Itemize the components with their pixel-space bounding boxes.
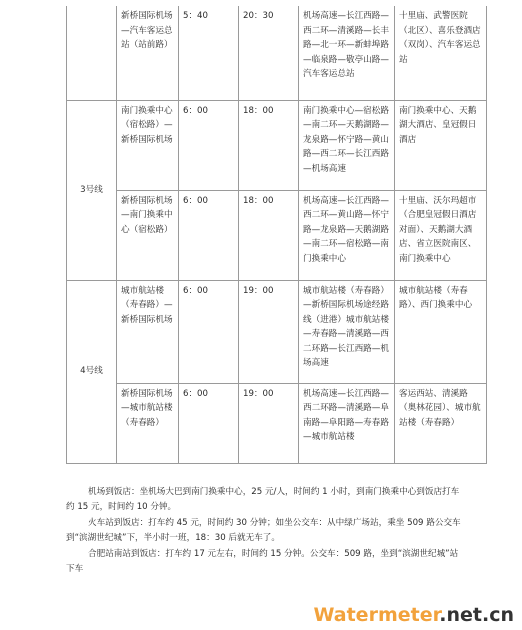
last-bus-time: 20：30 <box>239 6 299 100</box>
first-bus-time: 6：00 <box>179 383 239 463</box>
airport-to-hotel-paragraph: 机场到饭店：坐机场大巴到南门换乘中心，25 元/人，时间约 1 小时，到南门换乘中心到饭店打车约 15 元，时间约 10 分钟。 <box>66 487 460 512</box>
first-bus-time: 6：00 <box>179 190 239 280</box>
route-cell: 城市航站楼（寿春路）—新桥国际机场 <box>117 280 179 383</box>
travel-directions <box>66 485 466 578</box>
path-cell: 机场高速—长江西路—西二环—清溪路—长丰路—北一环—新蚌埠路—临泉路—敬亭山路—汽车客运总站 <box>299 6 395 100</box>
line-number-cell: 3号线 <box>67 100 117 280</box>
stops-cell: 十里庙、沃尔玛超市（合肥皇冠假日酒店对面）、天鹅湖大酒店、省立医院南区、南门换乘中心 <box>395 190 487 280</box>
last-bus-time: 18：00 <box>239 100 299 190</box>
path-cell: 机场高速—长江西路—西二环路—清溪路—阜南路—阜阳路—寿春路—城市航站楼 <box>299 383 395 463</box>
table-row <box>67 100 487 190</box>
watermark-text-main: Watermeter <box>313 604 440 626</box>
path-cell: 南门换乘中心—宿松路—南二环—天鹅湖路—龙泉路—怀宁路—黄山路—西二环—长江西路—机场高速 <box>299 100 395 190</box>
line-number-cell <box>67 6 117 100</box>
line-number-cell: 4号线 <box>67 280 117 463</box>
last-bus-time: 19：00 <box>239 383 299 463</box>
first-bus-time: 5：40 <box>179 6 239 100</box>
last-bus-time: 18：00 <box>239 190 299 280</box>
path-cell: 机场高速—长江西路—西二环—黄山路—怀宁路—龙泉路—天鹅湖路—南二环—宿松路—南门换乘中心 <box>299 190 395 280</box>
path-cell: 城市航站楼（寿春路）—新桥国际机场途经路线（进港）城市航站楼—寿春路—清溪路—西二环路—长江西路—机场高速 <box>299 280 395 383</box>
stops-cell: 南门换乘中心、天鹅湖大酒店、皇冠假日酒店 <box>395 100 487 190</box>
train-station-to-hotel-paragraph: 火车站到饭店：打车约 45 元，时间约 30 分钟；如坐公交车：从中绿广场站，乘坐 509 路公交车到“滨湖世纪城”下，半小时一班，18：30 后就无车了。 <box>66 518 461 543</box>
stops-cell: 十里庙、武警医院（北区）、喜乐登酒店（双岗）、汽车客运总站 <box>395 6 487 100</box>
table-row <box>67 383 487 463</box>
route-cell: 南门换乘中心（宿松路）—新桥国际机场 <box>117 100 179 190</box>
table-row <box>67 190 487 280</box>
stops-cell: 城市航站楼（寿春路）、西门换乘中心 <box>395 280 487 383</box>
stops-cell: 客运西站、清溪路（奥林花园）、城市航站楼（寿春路） <box>395 383 487 463</box>
watermark-logo <box>314 604 515 626</box>
bus-route-table <box>66 6 487 464</box>
first-bus-time: 6：00 <box>179 280 239 383</box>
route-cell: 新桥国际机场—城市航站楼（寿春路） <box>117 383 179 463</box>
table-row <box>67 6 487 100</box>
last-bus-time: 19：00 <box>239 280 299 383</box>
route-cell: 新桥国际机场—南门换乘中心（宿松路） <box>117 190 179 280</box>
watermark-text-domain: .net.cn <box>439 604 514 626</box>
route-cell: 新桥国际机场—汽车客运总站（站前路） <box>117 6 179 100</box>
table-row <box>67 280 487 383</box>
south-station-to-hotel-paragraph: 合肥站南站到饭店：打车约 17 元左右，时间约 15 分钟。公交车：509 路，坐到“滨湖世纪城”站下车 <box>66 549 459 574</box>
first-bus-time: 6：00 <box>179 100 239 190</box>
